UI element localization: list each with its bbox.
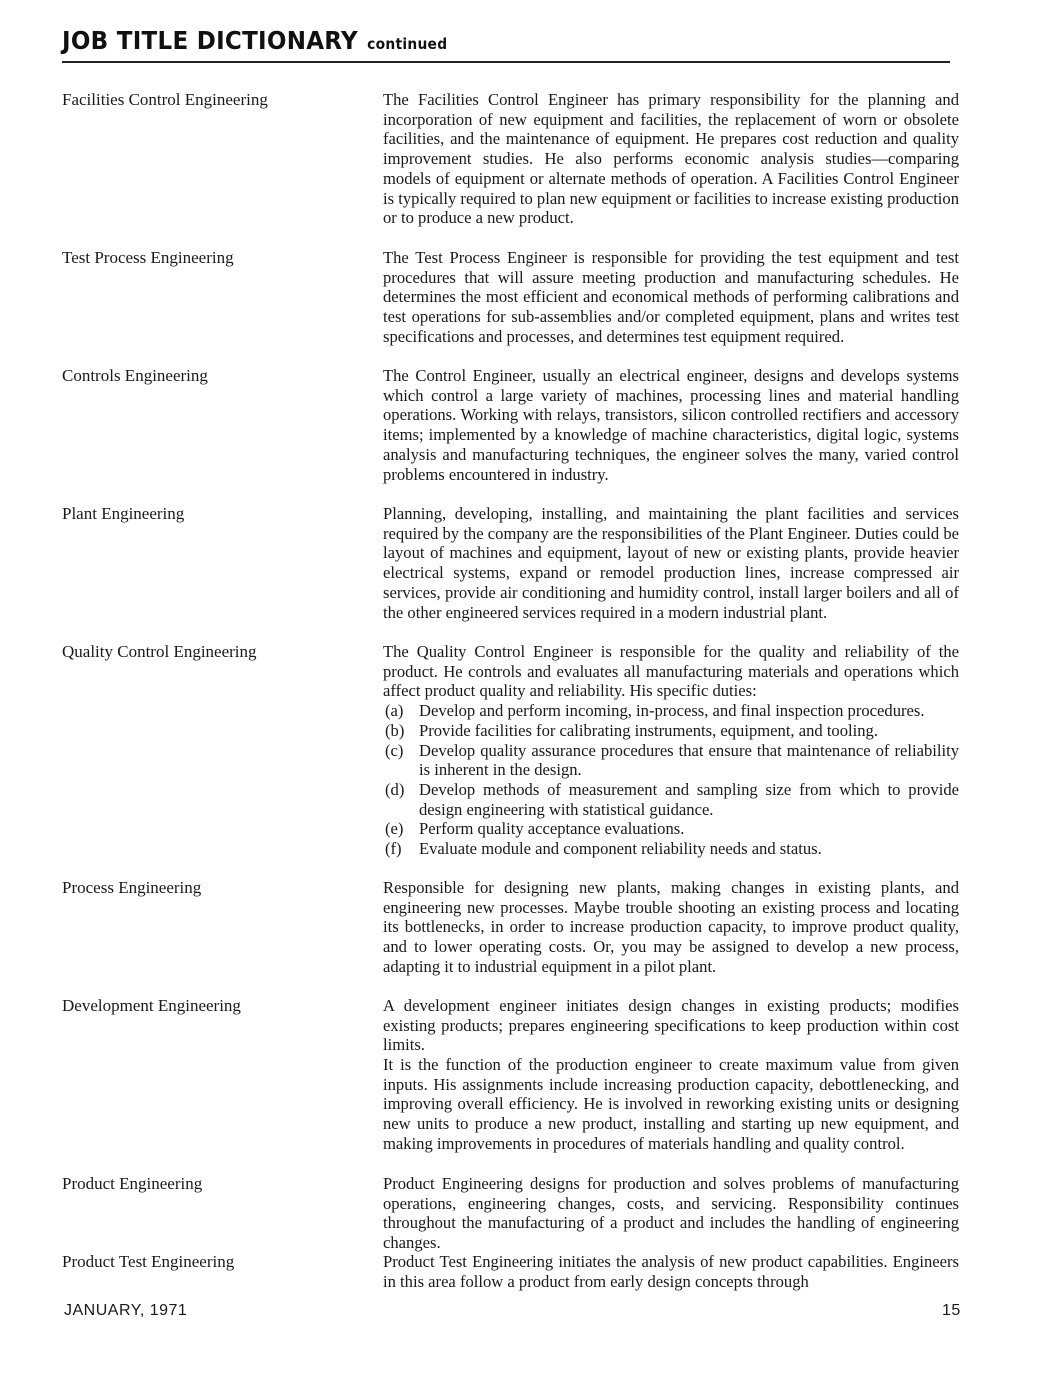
duty-text: Provide facilities for calibrating instruments, equipment, and tooling.	[419, 720, 878, 740]
entry-title: Product Test Engineering	[62, 1252, 235, 1271]
page-number: 15	[942, 1302, 961, 1319]
entry-title: Process Engineering	[62, 878, 202, 897]
entry-title: Development Engineering	[62, 996, 241, 1015]
entry-description: Product Test Engineering initiates the analysis of new product capabilities. Engineers in this area follow a product from early design concepts through	[383, 1252, 959, 1291]
header-rule	[62, 61, 950, 63]
duty-text: Develop quality assurance procedures that ensure that maintenance of reliability is inherent in the design.	[419, 740, 959, 780]
entry-description: The Facilities Control Engineer has primary responsibility for the planning and incorporation of new equipment and facilities, the replacement of worn or obsolete facilities, and the maintenance of equipment. He prepares cost reduction and quality improvement studies. He also performs economic analysis studies—comparing models of equipment or alternate methods of operation. A Facilities Control Engineer is typically required to plan new equipment or facilities to increase existing production or to produce a new product.	[383, 90, 960, 228]
entry-title: Quality Control Engineering	[62, 642, 257, 661]
entry-title: Controls Engineering	[62, 366, 208, 385]
duty-label: (b)	[385, 720, 405, 740]
entry-description: A development engineer initiates design changes in existing products; modifies existing products; prepares engineering specifications to keep production within cost limits.	[383, 996, 959, 1055]
entry-description: The Test Process Engineer is responsible for providing the test equipment and test procedures that will assure meeting production and manufacturing schedules. He determines the most efficient and economical methods of performing calibrations and test operations for sub-assemblies and/or completed equipment, plans and writes test specifications and processes, and determines test equipment required.	[383, 248, 959, 346]
header-subtitle: continued	[367, 35, 448, 53]
entry-description: Responsible for designing new plants, making changes in existing plants, and engineering new processes. Maybe trouble shooting an existing process and locating its bottlenecks, in order to increase production capacity, to improve product quality, and to lower operating costs. Or, you may be assigned to develop a new process, adapting it to industrial equipment in a pilot plant.	[383, 878, 959, 976]
entry-title: Product Engineering	[62, 1174, 203, 1193]
duty-item	[383, 701, 959, 721]
duty-item	[383, 741, 959, 780]
page-header	[62, 26, 447, 55]
duty-item	[383, 839, 959, 859]
footer-date: JANUARY, 1971	[64, 1302, 188, 1319]
header-title: JOB TITLE DICTIONARY	[62, 26, 358, 55]
duty-item	[383, 780, 959, 819]
entry-intro: The Quality Control Engineer is responsible for the quality and reliability of the product. He controls and evaluates all manufacturing materials and operations which affect product quality and reliability. His specific duties:	[383, 642, 959, 701]
entry-description: Product Engineering designs for production and solves problems of manufacturing operations, engineering changes, costs, and servicing. Responsibility continues throughout the manufacturing of a product and includes the handling of engineering changes.	[383, 1174, 959, 1253]
entry-title: Plant Engineering	[62, 504, 185, 523]
duty-text: Develop methods of measurement and sampling size from which to provide design engineering with statistical guidance.	[419, 779, 959, 819]
entry-description: It is the function of the production engineer to create maximum value from given inputs. His assignments include increasing production capacity, debottlenecking, and improving overall efficiency. He is involved in reworking existing units or designing new units to produce a new product, installing and starting up new equipment, and making improvements in procedures of materials handling and quality control.	[383, 1055, 959, 1153]
duty-item	[383, 721, 959, 741]
entry-description: The Control Engineer, usually an electrical engineer, designs and develops systems which control a large variety of machines, processing lines and material handling operations. Working with relays, transistors, silicon controlled rectifiers and accessory items; implemented by a knowledge of machine characteristics, digital logic, systems analysis and manufacturing techniques, the engineer solves the many, varied control problems encountered in industry.	[383, 366, 959, 484]
duty-item	[383, 819, 959, 839]
duty-label: (f)	[385, 839, 402, 859]
duty-label: (e)	[385, 819, 404, 839]
entry-description: Planning, developing, installing, and maintaining the plant facilities and services required by the company are the responsibilities of the Plant Engineer. Duties could be layout of machines and equipment, layout of new or existing plants, provide heavier electrical systems, expand or remodel production lines, increase compressed air services, provide air conditioning and humidity control, install larger boilers and all of the other engineered services required in a modern industrial plant.	[383, 504, 959, 622]
duty-text: Develop and perform incoming, in-process, and final inspection procedures.	[419, 701, 925, 721]
entry-title: Test Process Engineering	[62, 248, 234, 267]
duty-text: Perform quality acceptance evaluations.	[419, 819, 685, 839]
duty-label: (a)	[385, 701, 404, 721]
entry-title: Facilities Control Engineering	[62, 90, 268, 109]
entry-description	[383, 642, 959, 859]
duty-label: (d)	[385, 779, 405, 799]
duty-text: Evaluate module and component reliability needs and status.	[419, 839, 822, 859]
duty-label: (c)	[385, 740, 404, 760]
